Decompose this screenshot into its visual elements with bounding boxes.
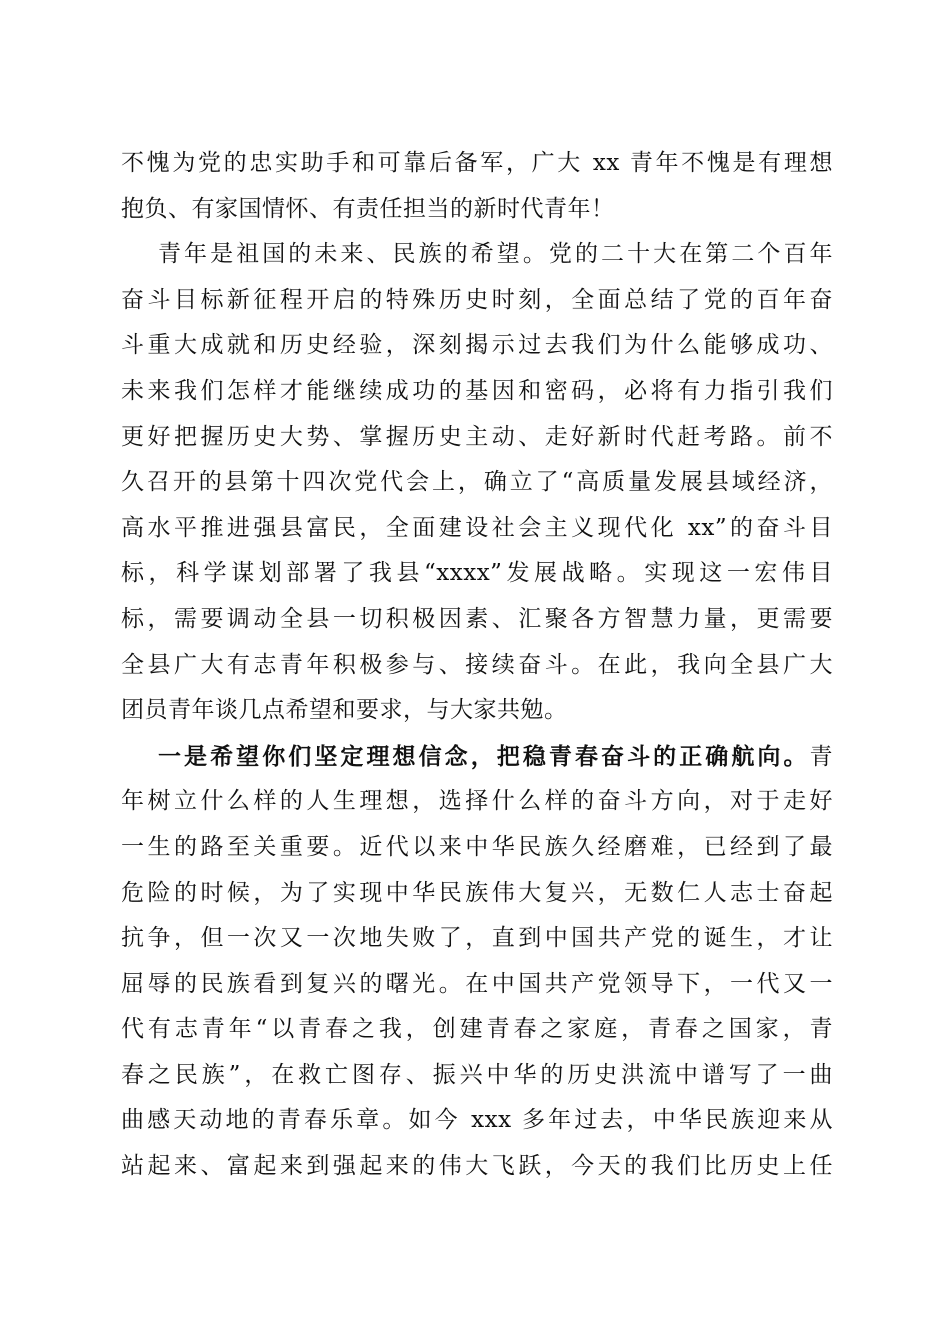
text-line: 未来我们怎样才能继续成功的基因和密码，必将有力指引我们	[121, 377, 833, 404]
text-line: 久召开的县第十四次党代会上，确立了“高质量发展县域经济，	[121, 469, 833, 496]
text-line: 奋斗目标新征程开启的特殊历史时刻，全面总结了党的百年奋	[121, 286, 833, 313]
text-line: 斗重大成就和历史经验，深刻揭示过去我们为什么能够成功、	[121, 332, 833, 359]
paragraph-3	[121, 734, 833, 1190]
text-line: 高水平推进强县富民，全面建设社会主义现代化 xx”的奋斗目	[121, 514, 833, 541]
document-body	[121, 141, 833, 1190]
text-line: 站起来、富起来到强起来的伟大飞跃，今天的我们比历史上任	[121, 1153, 833, 1180]
text-line: 标，科学谋划部署了我县“xxxx”发展战略。实现这一宏伟目	[121, 560, 833, 587]
text-line: 曲感天动地的青春乐章。如今 xxx 多年过去，中华民族迎来从	[121, 1107, 833, 1134]
text-line: 春之民族”，在救亡图存、振兴中华的历史洪流中谱写了一曲	[121, 1061, 833, 1088]
paragraph-2	[121, 232, 833, 734]
text-line: 代有志青年“以青春之我，创建青春之家庭，青春之国家，青	[121, 1016, 833, 1043]
text-line: 抗争，但一次又一次地失败了，直到中国共产党的诞生，才让	[121, 925, 833, 952]
text-line: 全县广大有志青年积极参与、接续奋斗。在此，我向全县广大	[121, 651, 833, 678]
text-line: 年树立什么样的人生理想，选择什么样的奋斗方向，对于走好	[121, 788, 833, 815]
lead-tail-text: 青	[809, 743, 833, 770]
text-line: 一生的路至关重要。近代以来中华民族久经磨难，已经到了最	[121, 833, 833, 860]
text-line: 青年是祖国的未来、民族的希望。党的二十大在第二个百年	[158, 241, 833, 268]
bold-lead-sentence: 一是希望你们坚定理想信念，把稳青春奋斗的正确航向。	[158, 742, 810, 770]
text-line: 抱负、有家国情怀、有责任担当的新时代青年！	[121, 195, 615, 222]
text-line: 屈辱的民族看到复兴的曙光。在中国共产党领导下，一代又一	[121, 970, 833, 997]
text-line: 危险的时候，为了实现中华民族伟大复兴，无数仁人志士奋起	[121, 879, 833, 906]
text-line: 标，需要调动全县一切积极因素、汇聚各方智慧力量，更需要	[121, 605, 833, 632]
text-line: 不愧为党的忠实助手和可靠后备军，广大 xx 青年不愧是有理想	[121, 150, 833, 176]
text-line: 更好把握历史大势、掌握历史主动、走好新时代赶考路。前不	[121, 423, 833, 450]
text-line: 团员青年谈几点希望和要求，与大家共勉。	[121, 697, 568, 724]
text-line-lead	[121, 734, 833, 780]
paragraph-1	[121, 141, 833, 232]
